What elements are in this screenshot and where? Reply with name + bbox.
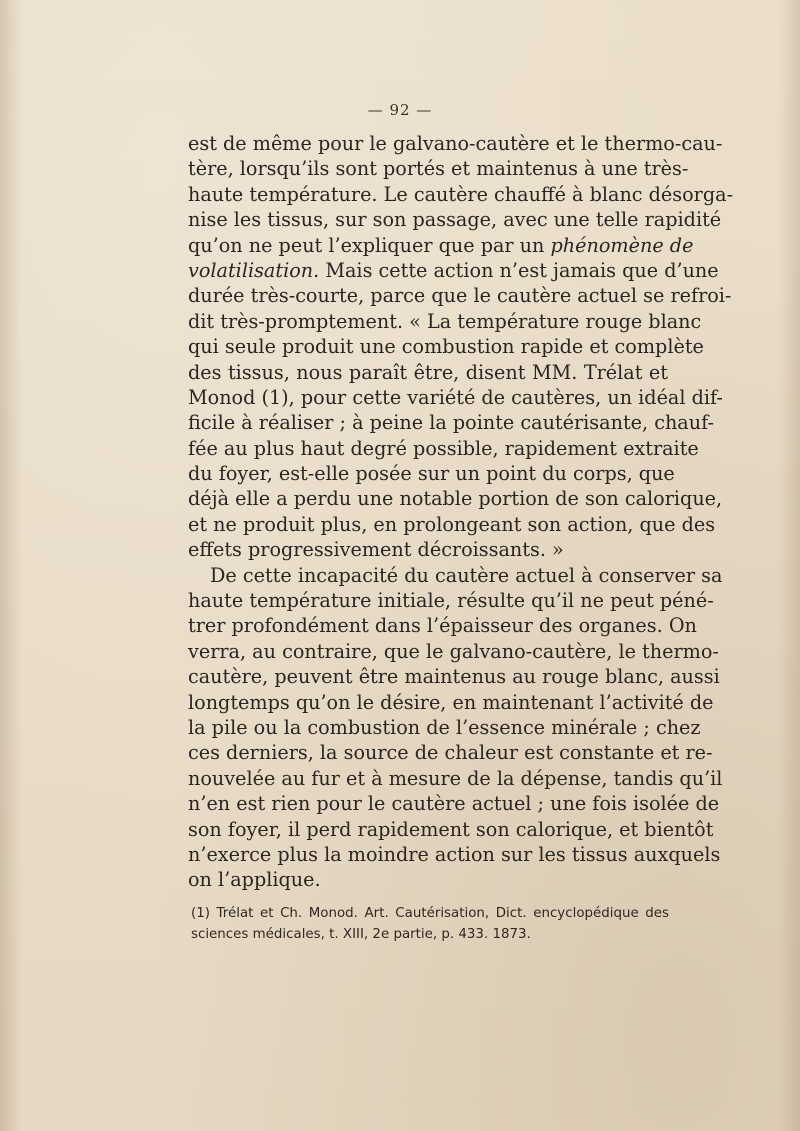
text-line: Monod (1), pour cette variété de cautères, un idéal dif- — [188, 385, 723, 409]
text-segment: Mais cette action n’est jamais que d’une — [325, 258, 719, 282]
text-line: des tissus, nous paraît être, disent MM. Trélat et — [188, 360, 668, 384]
text-line: la pile ou la combustion de l’essence minérale ; chez — [188, 715, 701, 739]
text-line — [188, 258, 719, 283]
page-edge-right — [778, 0, 800, 1131]
text-line: qui seule produit une combustion rapide et complète — [188, 335, 704, 359]
text-line: effets progressivement décroissants. » — [188, 538, 564, 562]
text-segment: qu’on ne peut l’expliquer que par un — [188, 233, 545, 257]
text-line: n’en est rien pour le cautère actuel ; une fois isolée de — [188, 792, 720, 816]
text-line: ficile à réaliser ; à peine la pointe cautérisante, chauf- — [188, 411, 715, 435]
text-line: verra, au contraire, que le galvano-cautère, le thermo- — [188, 639, 719, 663]
text-line: haute température initiale, résulte qu’il ne peut péné- — [188, 589, 714, 613]
text-line: dit très-promptement. « La température rouge blanc — [188, 309, 702, 333]
text-line: nise les tissus, sur son passage, avec une telle rapidité — [188, 208, 722, 232]
text-line: et ne produit plus, en prolongeant son action, que des — [188, 512, 716, 536]
text-line: est de même pour le galvano-cautère et le thermo-cau- — [188, 132, 723, 155]
body-text — [188, 131, 734, 893]
text-line: tère, lorsqu’ils sont portés et maintenus à une très- — [188, 157, 689, 181]
footnote-line: sciences médicales, t. XIII, 2e partie, p. 433. 1873. — [191, 927, 531, 942]
page-number: — 92 — — [367, 101, 433, 119]
text-line: du foyer, est-elle posée sur un point du corps, que — [188, 462, 675, 486]
text-line: déjà elle a perdu une notable portion de son calorique, — [188, 487, 723, 511]
text-line: n’exerce plus la moindre action sur les tissus auxquels — [188, 842, 721, 866]
page-edge-left — [0, 0, 22, 1131]
text-line — [188, 233, 694, 258]
footnote-line: (1) Trélat et Ch. Monod. Art. Cautérisation, Dict. encyclopédique des — [191, 906, 669, 921]
text-line: son foyer, il perd rapidement son calorique, et bientôt — [188, 817, 714, 841]
text-line: nouvelée au fur et à mesure de la dépense, tandis qu’il — [188, 766, 723, 790]
text-line: on l’applique. — [188, 868, 321, 892]
text-line: fée au plus haut degré possible, rapidement extraite — [188, 436, 699, 460]
text-line: durée très-courte, parce que le cautère actuel se refroi- — [188, 284, 732, 308]
text-line: trer profondément dans l’épaisseur des organes. On — [188, 614, 697, 638]
italic-phrase: phénomène de — [550, 233, 694, 257]
footnote — [191, 903, 669, 945]
text-line: De cette incapacité du cautère actuel à conserver sa — [210, 563, 723, 587]
text-line: longtemps qu’on le désire, en maintenant l’activité de — [188, 690, 714, 714]
text-line: haute température. Le cautère chauffé à blanc désorga- — [188, 182, 734, 206]
text-line: cautère, peuvent être maintenus au rouge blanc, aussi — [188, 665, 720, 689]
text-line: ces derniers, la source de chaleur est constante et re- — [188, 741, 713, 765]
italic-phrase: volatilisation. — [188, 258, 320, 282]
